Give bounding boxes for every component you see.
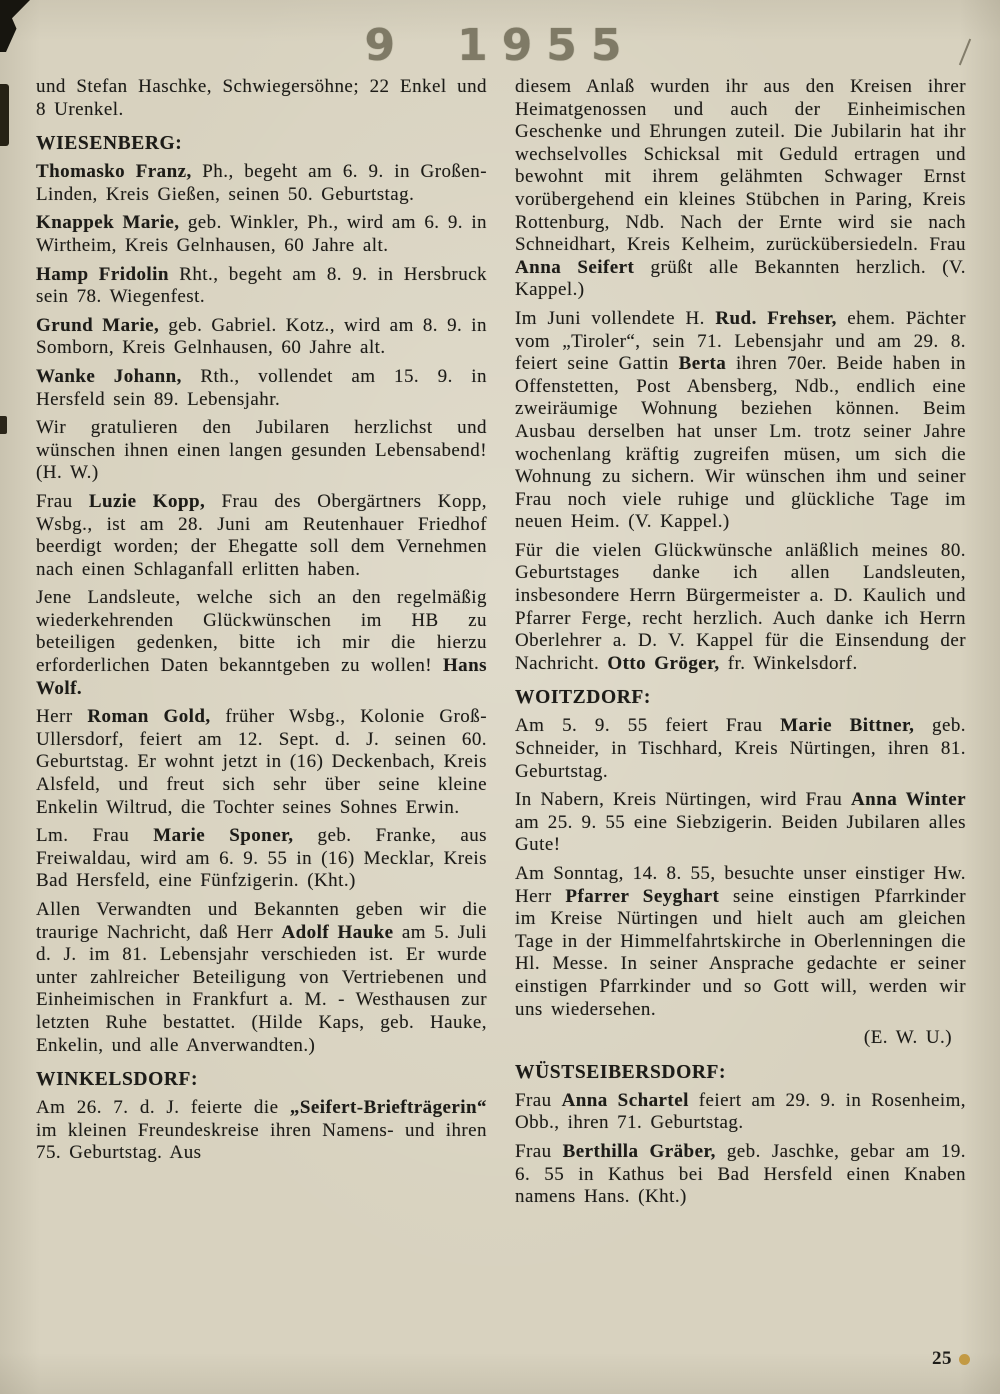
signoff-line: (E. W. U.) bbox=[863, 1027, 952, 1049]
text-run: im kleinen Freundeskreise ihren Namens- und ihren 75. Geburtstag. Aus bbox=[36, 1119, 487, 1164]
bold-name-run: Anna Winter bbox=[851, 789, 966, 811]
paragraph bbox=[515, 308, 966, 534]
section-heading: WOITZDORF: bbox=[515, 687, 652, 709]
text-run: Am 26. 7. d. J. feierte die bbox=[36, 1097, 290, 1119]
text-run: am 5. Juli d. J. im 81. Lebensjahr verschieden ist. Er wurde unter zahlreicher Beteiligung von Vertriebenen und Einheimischen in Frankfurt a. M. - Westhausen zur letzten Ruhe bestattet. (Hilde Kaps, geb. Hauke, Enkelin, und alle Anverwandten.) bbox=[36, 921, 487, 1056]
text-columns bbox=[0, 76, 1000, 1394]
text-run: feiert am 29. 9. in Rosenheim, Obb., ihren 71. Geburtstag. bbox=[515, 1089, 967, 1134]
paragraph bbox=[36, 161, 487, 206]
paragraph bbox=[36, 1097, 487, 1165]
bold-name-run: Otto Gröger, bbox=[607, 652, 720, 674]
column-right bbox=[515, 76, 966, 1394]
text-run: geb. Franke, aus Freiwaldau, wird am 6. 9. 55 in (16) Mecklar, Kreis Bad Hersfeld, eine Fünfzigerin. (Kht.) bbox=[36, 825, 487, 892]
ink-dot-artifact bbox=[959, 1354, 970, 1365]
section-heading: WINKELSDORF: bbox=[36, 1069, 199, 1091]
text-run: geb. Jaschke, gebar am 19. 6. 55 in Kathus bei Bad Hersfeld einen Knaben namens Hans. (Kht.) bbox=[515, 1140, 967, 1208]
bold-name-run: Anna Seifert bbox=[515, 256, 635, 278]
text-run: geb. Schneider, in Tischhard, Kreis Nürtingen, ihren 81. Geburtstag. bbox=[515, 715, 966, 782]
bold-name-run: Berthilla Gräber, bbox=[562, 1140, 716, 1162]
text-run: Rht., begeht am 8. 9. in Hersbruck sein 78. Wiegenfest. bbox=[36, 263, 487, 308]
scan-artifact-slash bbox=[959, 39, 971, 66]
bold-name-run: Knappek Marie, bbox=[36, 212, 180, 234]
text-run: Lm. Frau bbox=[36, 825, 154, 847]
text-run: Ph., begeht am 6. 9. in Großen-Linden, Kreis Gießen, seinen 50. Geburtstag. bbox=[36, 161, 487, 205]
section-heading: WIESENBERG: bbox=[36, 133, 183, 155]
text-run: grüßt alle Bekannten herzlich. (V. Kappel.) bbox=[515, 256, 966, 301]
bold-name-run: Marie Bittner, bbox=[780, 715, 915, 737]
bold-name-run: Pfarrer Seyghart bbox=[565, 885, 720, 907]
paragraph bbox=[36, 212, 487, 257]
paragraph bbox=[36, 899, 487, 1057]
paragraph bbox=[515, 1090, 966, 1135]
bold-name-run: „Seifert-Briefträgerin“ bbox=[289, 1097, 487, 1119]
paragraph bbox=[515, 715, 966, 783]
text-run: seine einstigen Pfarrkinder im Kreise Nürtingen und hielt auch am gleichen Tage in der Himmelfahrtskirche in Oberlenningen die Hl. Messe. In seiner Ansprache gedachte er seiner einstigen Pfarrkinder und so Gott will, werden wir uns wiedersehen. bbox=[515, 885, 966, 1020]
paragraph bbox=[36, 587, 487, 700]
paragraph bbox=[36, 706, 487, 819]
bold-name-run: Hans Wolf. bbox=[36, 655, 487, 699]
paragraph bbox=[36, 76, 487, 121]
bold-name-run: Berta bbox=[678, 353, 727, 375]
text-run: geb. Winkler, Ph., wird am 6. 9. in Wirtheim, Kreis Gelnhausen, 60 Jahre alt. bbox=[36, 212, 488, 256]
text-run: fr. Winkelsdorf. bbox=[719, 652, 858, 674]
text-run: früher Wsbg., Kolonie Groß-Ullersdorf, feiert am 12. Sept. d. J. seinen 60. Geburtstag. Er wohnt jetzt in (16) Deckenbach, Kreis Alsfeld, und freut sich sehr über seine kleine Enkelin Wiltrud, die Tochter seines Sohnes Erwin. bbox=[36, 706, 487, 818]
issue-year-stamp bbox=[0, 20, 1000, 71]
paragraph bbox=[515, 789, 966, 857]
text-run: diesem Anlaß wurden ihr aus den Kreisen ihrer Heimatgenossen und auch der Einheimischen Geschenke und Ehrungen zuteil. Die Jubilarin hat ihr wechselvolles Schicksal mit Geduld ertragen und bewohnt mit ihrem gelähmten Schwager Ernst vorübergehend ein kleines Stübchen in Paring, Kreis Rottenburg, Ndb. Nach der Ernte wird sie nach Schneidhart, Kreis Kelheim, zurückübersiedeln. Frau bbox=[515, 76, 966, 256]
text-run: In Nabern, Kreis Nürtingen, wird Frau bbox=[515, 789, 852, 811]
bold-name-run: Marie Sponer, bbox=[153, 825, 294, 847]
paragraph bbox=[515, 863, 966, 1021]
year-number: 1955 bbox=[457, 20, 636, 71]
text-run: Wir gratulieren den Jubilaren herzlichst und wünschen ihnen einen langen gesunden Lebensabend! (H. W.) bbox=[36, 417, 487, 484]
text-run: Frau bbox=[36, 490, 89, 512]
page-number: 25 bbox=[932, 1348, 952, 1369]
bold-name-run: Adolf Hauke bbox=[281, 921, 394, 943]
issue-number: 9 bbox=[364, 20, 396, 71]
text-run: Rth., vollendet am 15. 9. in Hersfeld sein 89. Lebensjahr. bbox=[36, 365, 487, 410]
text-run: Jene Landsleute, welche sich an den regelmäßig wiederkehrenden Glückwünschen im HB zu beteiligen gedenken, bitte ich mir die hierzu erforderlichen Daten bekanntgeben zu wollen! bbox=[36, 587, 487, 677]
text-run: am 25. 9. 55 eine Siebzigerin. Beiden Jubilaren alles Gute! bbox=[515, 811, 966, 856]
bold-name-run: Anna Schartel bbox=[561, 1089, 689, 1111]
paragraph bbox=[36, 366, 487, 411]
text-run: Am Sonntag, 14. 8. 55, besuchte unser einstiger Hw. Herr bbox=[515, 863, 966, 907]
text-run: geb. Gabriel. Kotz., wird am 8. 9. in Somborn, Kreis Gelnhausen, 60 Jahre alt. bbox=[36, 314, 487, 359]
bold-name-run: Roman Gold, bbox=[87, 706, 211, 728]
paragraph bbox=[36, 491, 487, 581]
text-run: Herr bbox=[36, 706, 88, 728]
bold-name-run: Luzie Kopp, bbox=[88, 490, 206, 512]
paragraph bbox=[36, 315, 487, 360]
text-run: Im Juni vollendete H. bbox=[515, 307, 716, 329]
text-run: Am 5. 9. 55 feiert Frau bbox=[515, 715, 781, 737]
bold-name-run: Thomasko Franz, bbox=[36, 161, 192, 183]
text-run: Frau bbox=[515, 1089, 562, 1111]
paragraph bbox=[36, 417, 487, 485]
bold-name-run: Grund Marie, bbox=[36, 314, 160, 336]
text-run: Frau bbox=[515, 1140, 563, 1162]
text-run: und Stefan Haschke, Schwiegersöhne; 22 Enkel und 8 Urenkel. bbox=[36, 76, 487, 120]
text-run: ehem. Pächter vom „Tiroler“, sein 71. Lebensjahr und am 29. 8. feiert seine Gattin bbox=[515, 307, 966, 375]
paragraph bbox=[515, 76, 966, 302]
text-run: Für die vielen Glückwünsche anläßlich meines 80. Geburtstages danke ich allen Landsleuten, insbesondere Herrn Bürgermeister a. D. Kaulich und Pfarrer Ferge, recht herzlich. Auch danke ich Herrn Oberlehrer a. D. V. Kappel für die Einsendung der Nachricht. bbox=[515, 539, 966, 674]
bold-name-run: Rud. Frehser, bbox=[715, 307, 837, 329]
text-run: ihren 70er. Beide haben in Offenstetten, Post Abensberg, Ndb., endlich eine zweiräumige Wohnung beziehen können. Beim Ausbau derselben hat unser Lm. trotz seiner Jahre wochenlang kräftig zugreifen müsen, um sich die Wohnung zu sichern. Wir wünschen ihm und seiner Frau noch viele ruhige und glückliche Tage im neuen Heim. (V. Kappel.) bbox=[515, 353, 966, 533]
paragraph bbox=[36, 825, 487, 893]
paragraph bbox=[515, 540, 966, 676]
paragraph bbox=[515, 1141, 966, 1209]
text-run: Allen Verwandten und Bekannten geben wir die traurige Nachricht, daß Herr bbox=[36, 899, 487, 943]
paragraph bbox=[36, 264, 487, 309]
column-left bbox=[36, 76, 487, 1394]
scan-artifact-corner bbox=[0, 0, 30, 52]
bold-name-run: Hamp Fridolin bbox=[36, 263, 169, 285]
bold-name-run: Wanke Johann, bbox=[36, 365, 182, 387]
page-footer bbox=[932, 1348, 970, 1370]
section-heading: WÜSTSEIBERSDORF: bbox=[515, 1061, 727, 1083]
text-run: Frau des Obergärtners Kopp, Wsbg., ist am 28. Juni am Reutenhauer Friedhof beerdigt worden; der Ehegatte soll dem Vernehmen nach einen Schlaganfall erlitten haben. bbox=[36, 490, 487, 580]
